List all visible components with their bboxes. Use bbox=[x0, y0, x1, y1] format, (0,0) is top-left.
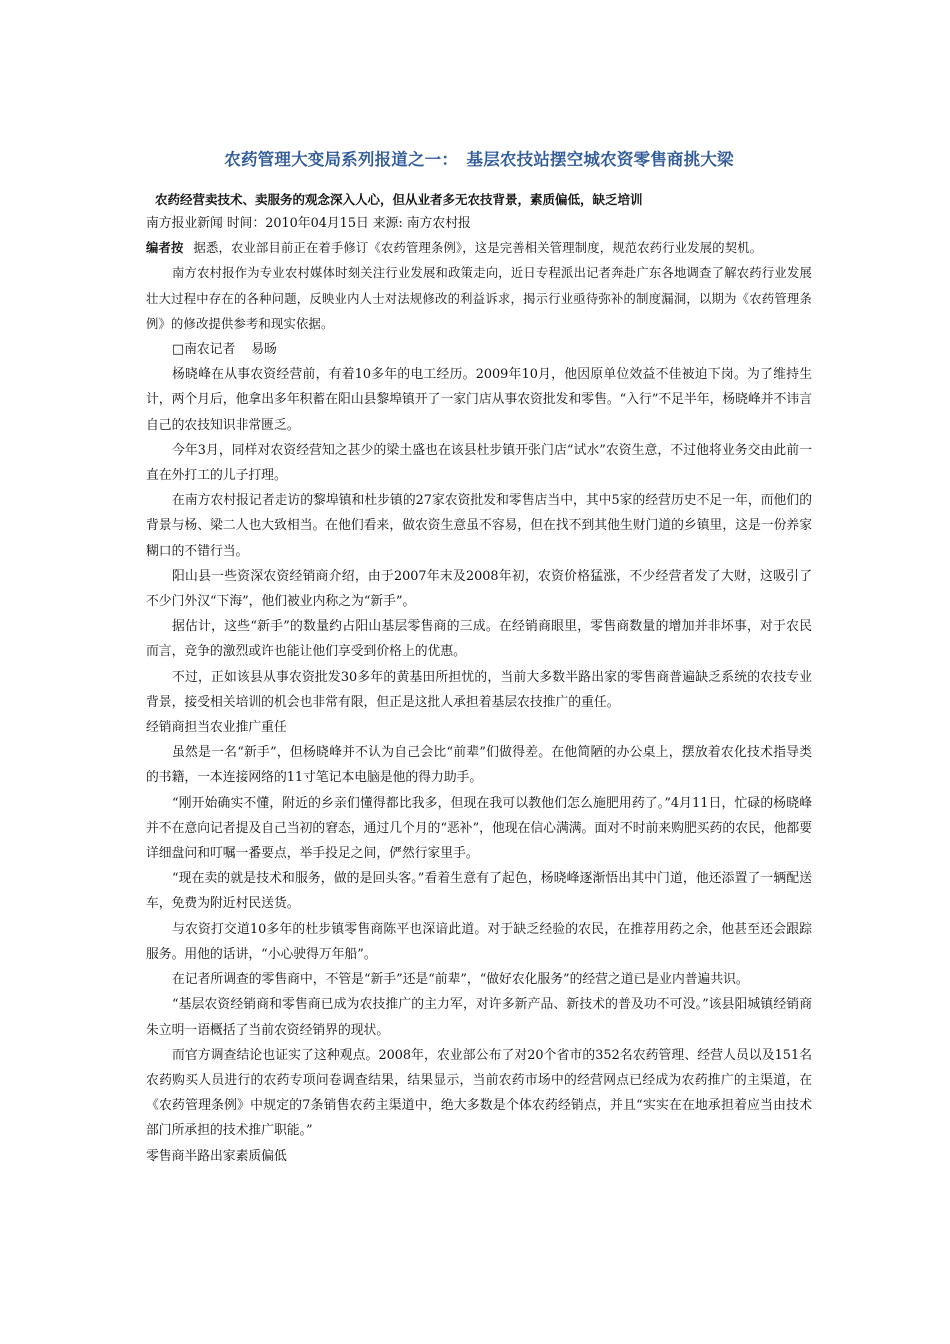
body-paragraph: “基层农资经销商和零售商已成为农技推广的主力军，对许多新产品、新技术的普及功不可没。”该县阳城镇经销商朱立明一语概括了当前农资经销界的现状。 bbox=[146, 997, 812, 1038]
section-heading: 零售商半路出家素质偏低 bbox=[146, 1148, 287, 1164]
body-paragraph: 在南方农村报记者走访的黎埠镇和杜步镇的27家农资批发和零售店当中，其中5家的经营历史不足一年，而他们的背景与杨、梁二人也大致相当。在他们看来，做农资生意虽不容易，但在找不到其他生财门道的乡镇里，这是一份养家糊口的不错行当。 bbox=[146, 493, 812, 559]
body-paragraph: 阳山县一些资深农资经销商介绍，由于2007年末及2008年初，农资价格猛涨，不少经营者发了大财，这吸引了不少门外汉“下海”，他们被业内称之为“新手”。 bbox=[146, 568, 812, 610]
body-paragraph: 不过，正如该县从事农资批发30多年的黄基田所担忧的，当前大多数半路出家的零售商普遍缺乏系统的农技专业背景，接受相关培训的机会也非常有限，但正是这批人承担着基层农技推广的重任。 bbox=[146, 669, 812, 710]
byline bbox=[146, 337, 812, 362]
byline-prefix: □南农记者 bbox=[172, 342, 236, 358]
editor-note-label: 编者按 bbox=[146, 241, 184, 256]
body-paragraph: 今年3月，同样对农资经营知之甚少的梁土盛也在该县杜步镇开张门店“试水”农资生意，不过他将业务交由此前一直在外打工的儿子打理。 bbox=[146, 442, 812, 484]
body-paragraph: 与农资打交道10多年的杜步镇零售商陈平也深谙此道。对于缺乏经验的农民，在推荐用药之余，他甚至还会跟踪服务。用他的话讲，“小心驶得万年船”。 bbox=[146, 921, 812, 962]
article bbox=[146, 146, 812, 1169]
body-paragraph: “现在卖的就是技术和服务，做的是回头客。”看着生意有了起色，杨晓峰逐渐悟出其中门道，他还添置了一辆配送车，免费为附近村民送货。 bbox=[146, 871, 812, 912]
article-title: 农药管理大变局系列报道之一： 基层农技站摆空城农资零售商挑大梁 bbox=[224, 150, 734, 169]
body-paragraph: 杨晓峰在从事农资经营前，有着10多年的电工经历。2009年10月，他因原单位效益不佳被迫下岗。为了维持生计，两个月后，他拿出多年积蓄在阳山县黎埠镇开了一家门店从事农资批发和零售。“入行”不足半年，杨晓峰并不讳言自己的农技知识非常匮乏。 bbox=[146, 367, 812, 433]
section-heading: 经销商担当农业推广重任 bbox=[146, 720, 287, 736]
intro-paragraph: 南方农村报作为专业农村媒体时刻关注行业发展和政策走向，近日专程派出记者奔赴广东各地调查了解农药行业发展壮大过程中存在的各种问题，反映业内人士对法规修改的利益诉求，揭示行业亟待弥补的制度漏洞，以期为《农药管理条例》的修改提供参考和现实依据。 bbox=[146, 266, 812, 331]
body-paragraph: 在记者所调查的零售商中，不管是“新手”还是“前辈”，“做好农化服务”的经营之道已是业内普遍共识。 bbox=[172, 972, 749, 988]
body-paragraph: “刚开始确实不懂，附近的乡亲们懂得都比我多，但现在我可以教他们怎么施肥用药了。”4月11日，忙碌的杨晓峰并不在意向记者提及自己当初的窘态，通过几个月的“恶补”，他现在信心满满。面对不时前来购肥买药的农民，他都要详细盘问和叮嘱一番要点，举手投足之间，俨然行家里手。 bbox=[146, 795, 812, 862]
body-paragraph: 据估计，这些“新手”的数量约占阳山基层零售商的三成。在经销商眼里，零售商数量的增加并非坏事，对于农民而言，竞争的激烈或许也能让他们享受到价格上的优惠。 bbox=[146, 619, 812, 660]
article-meta: 南方报业新闻 时间：2010年04月15日 来源: 南方农村报 bbox=[146, 216, 471, 231]
article-subtitle: 农药经营卖技术、卖服务的观念深入人心，但从业者多无农技背景，素质偏低，缺乏培训 bbox=[155, 192, 643, 207]
body-paragraph: 虽然是一名“新手”，但杨晓峰并不认为自己会比“前辈”们做得差。在他简陋的办公桌上，摆放着农化技术指导类的书籍，一本连接网络的11寸笔记本电脑是他的得力助手。 bbox=[146, 745, 812, 786]
byline-name: 易旸 bbox=[251, 342, 277, 358]
body-paragraph: 而官方调查结论也证实了这种观点。2008年，农业部公布了对20个省市的352名农药管理、经营人员以及151名农药购买人员进行的农药专项问卷调查结果，结果显示，当前农药市场中的经营网点已经成为农药推广的主渠道，在《农药管理条例》中规定的7条销售农药主渠道中，绝大多数是个体农药经销点，并且“实实在在地承担着应当由技术部门所承担的技术推广职能。” bbox=[146, 1047, 812, 1139]
editor-note-text: 据悉，农业部目前正在着手修订《农药管理条例》，这是完善相关管理制度，规范农药行业发展的契机。 bbox=[193, 241, 763, 256]
editor-note bbox=[146, 236, 812, 261]
